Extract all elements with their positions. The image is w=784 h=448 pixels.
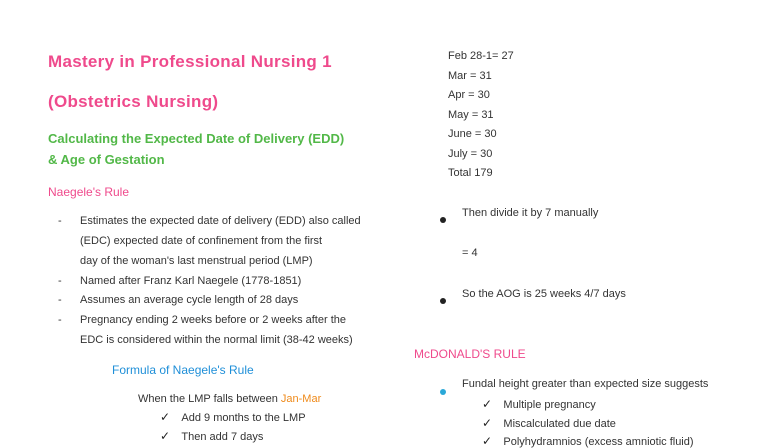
bullet-text: EDC is considered within the normal limit (38-42 weeks): [80, 334, 353, 346]
check-item-1: [160, 410, 306, 424]
subtitle-line-2: & Age of Gestation: [48, 152, 165, 167]
bullet-dot-icon: [440, 382, 446, 400]
mcd-check-item-3: [482, 434, 694, 448]
month-row: July = 30: [448, 148, 493, 160]
mcdonald-rule-heading: McDONALD'S RULE: [414, 347, 526, 361]
checkmark-icon: ✓: [482, 397, 493, 411]
when-month-range: Jan-Mar: [280, 393, 322, 405]
bullet-text: Pregnancy ending 2 weeks before or 2 weeks after the: [80, 314, 346, 326]
bullet-text: Estimates the expected date of delivery (EDD) also called: [80, 215, 361, 227]
mcd-check-item-1: [482, 397, 596, 411]
title-line-1: Mastery in Professional Nursing 1: [48, 52, 332, 71]
month-row: Feb 28-1= 27: [448, 50, 514, 62]
bullet-dash: -: [58, 314, 62, 326]
naegele-rule-heading: Naegele's Rule: [48, 185, 130, 199]
when-prefix: When the LMP falls between: [138, 393, 281, 405]
check-text: Polyhydramnios (excess amniotic fluid): [503, 436, 694, 448]
bullet-text: (EDC) expected date of confinement from the first: [80, 235, 323, 247]
month-row: Mar = 31: [448, 70, 492, 82]
checkmark-icon: ✓: [160, 410, 171, 424]
fundal-height-text: Fundal height greater than expected size suggests: [462, 378, 709, 390]
bullet-dot-icon: [440, 291, 446, 309]
checkmark-icon: ✓: [482, 416, 493, 430]
divide-instruction: Then divide it by 7 manually: [462, 207, 599, 219]
subtitle-line-1: Calculating the Expected Date of Delivery (EDD): [48, 131, 345, 146]
divide-result: = 4: [462, 247, 478, 259]
title-line-2: (Obstetrics Nursing): [48, 92, 219, 111]
checkmark-icon: ✓: [482, 434, 493, 448]
month-row: May = 31: [448, 109, 494, 121]
month-row: Apr = 30: [448, 89, 490, 101]
bullet-text: Named after Franz Karl Naegele (1778-1851): [80, 275, 302, 287]
aog-result: So the AOG is 25 weeks 4/7 days: [462, 288, 626, 300]
check-text: Miscalculated due date: [503, 418, 616, 430]
formula-heading: Formula of Naegele's Rule: [112, 363, 254, 377]
bullet-text: day of the woman's last menstrual period (LMP): [80, 255, 313, 267]
check-text: Add 9 months to the LMP: [181, 412, 306, 424]
check-text: Multiple pregnancy: [503, 399, 596, 411]
bullet-dot-icon: [440, 210, 446, 228]
bullet-dash: -: [58, 294, 62, 306]
bullet-text: Assumes an average cycle length of 28 days: [80, 294, 299, 306]
mcd-check-item-2: [482, 416, 616, 430]
bullet-dash: -: [58, 275, 62, 287]
bullet-dash: -: [58, 215, 62, 227]
when-lmp-line: [138, 393, 321, 405]
check-text: Then add 7 days: [181, 431, 264, 443]
month-total-row: Total 179: [448, 167, 493, 179]
checkmark-icon: ✓: [160, 429, 171, 443]
month-row: June = 30: [448, 128, 497, 140]
